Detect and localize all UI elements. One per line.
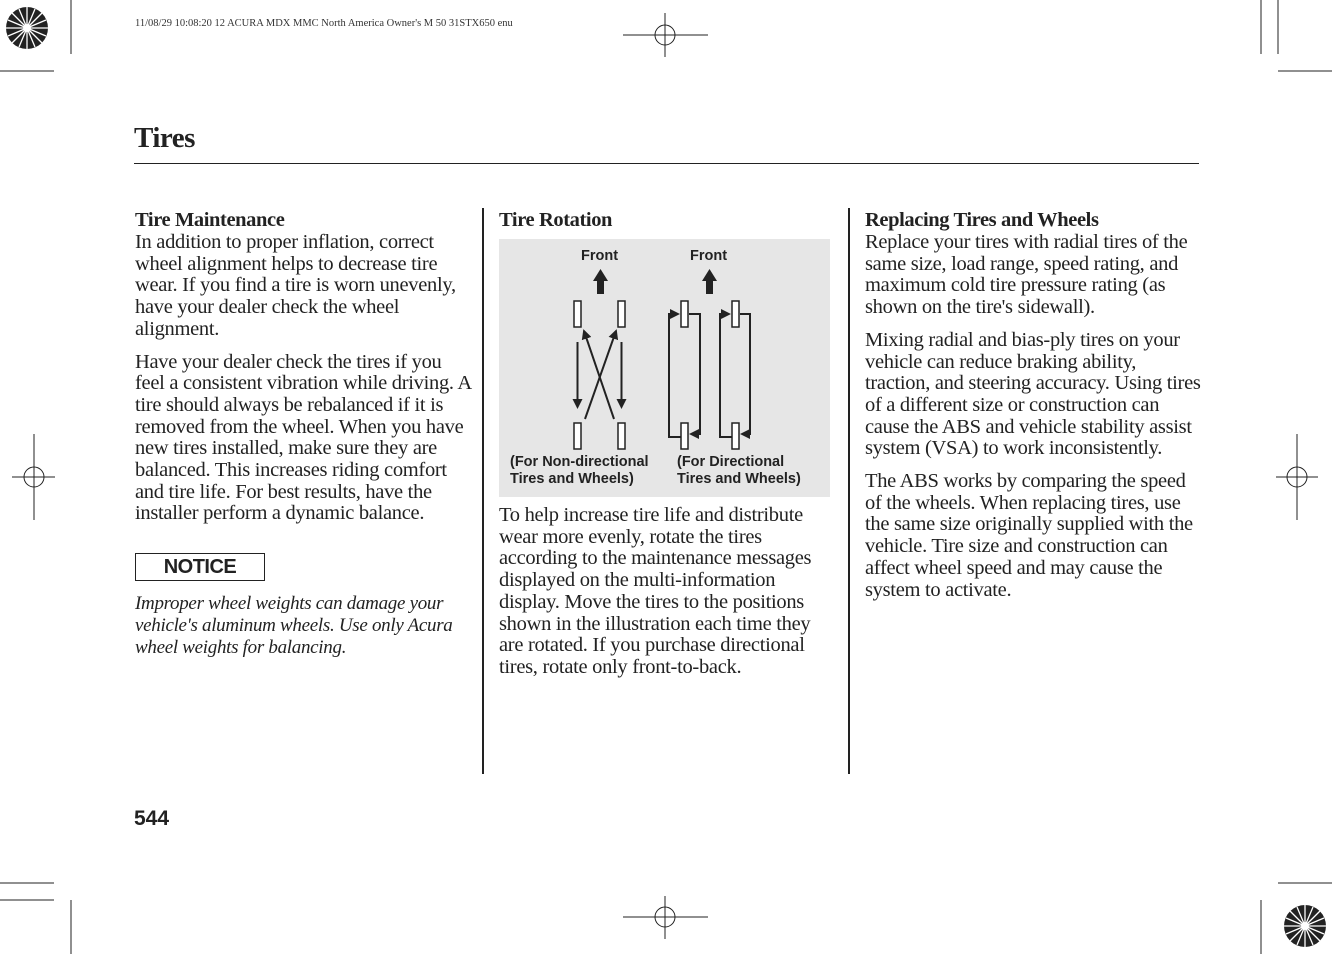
starburst-mark-top-left — [6, 7, 48, 49]
registration-mark-left — [12, 434, 55, 520]
notice-text: Improper wheel weights can damage your vehicle's aluminum wheels. Use only Acura wheel weights for balancing. — [135, 593, 453, 658]
directional-caption-line2: Tires and Wheels) — [677, 471, 801, 487]
column-divider-1 — [482, 208, 484, 774]
front-arrow-icon-left — [593, 269, 608, 294]
directional-caption-line1: (For Directional — [677, 454, 785, 470]
replacing-tires-heading: Replacing Tires and Wheels — [865, 209, 1099, 231]
replacing-paragraph-3: The ABS works by comparing the speed of the wheels. When replacing tires, use the same size originally supplied with the vehicle. Tire size and construction can affect wheel speed and may cause the system to activate. — [865, 470, 1193, 601]
non-directional-caption-line1: (For Non-directional — [510, 454, 649, 470]
non-directional-arrows — [578, 331, 622, 419]
page-number: 544 — [134, 807, 170, 830]
directional-arrows — [669, 314, 750, 437]
registration-mark-top — [623, 13, 708, 57]
front-arrow-icon-right — [702, 269, 717, 294]
maintenance-paragraph-2: Have your dealer check the tires if you feel a consistent vibration while driving. A tire should always be rebalanced if it is removed from the wheel. When you have new tires installed, make sure they are balanced. This increases riding comfort and tire life. For best results, have the installer perform a dynamic balance. — [135, 350, 471, 525]
replacing-tires-section — [865, 209, 1205, 612]
column-divider-2 — [848, 208, 850, 774]
front-label-2: Front — [690, 248, 728, 264]
notice-badge: NOTICE — [135, 553, 265, 581]
title-rule — [134, 163, 1199, 164]
maintenance-paragraph-1: In addition to proper inflation, correct wheel alignment helps to decrease tire wear. If you find a tire is worn unevenly, have your dealer check the wheel alignment. — [135, 231, 456, 340]
registration-mark-right — [1276, 434, 1318, 520]
non-directional-caption-line2: Tires and Wheels) — [510, 471, 634, 487]
tire-maintenance-heading: Tire Maintenance — [135, 209, 285, 231]
tire-rotation-section — [499, 209, 834, 690]
tire-maintenance-section — [135, 209, 475, 669]
page-title: Tires — [134, 122, 195, 154]
starburst-mark-bottom-right — [1284, 905, 1326, 947]
directional-tires — [681, 301, 739, 449]
replacing-paragraph-1: Replace your tires with radial tires of the same size, load range, speed rating, and maximum cold tire pressure rating (as shown on the tire's sidewall). — [865, 231, 1188, 319]
replacing-paragraph-2: Mixing radial and bias-ply tires on your vehicle can reduce braking ability, traction, and steering accuracy. Using tires of a different size or construction can cause the ABS and vehicle stability assist system (VSA) to work inconsistently. — [865, 328, 1201, 460]
tire-rotation-diagram — [499, 239, 830, 497]
print-header: 11/08/29 10:08:20 12 ACURA MDX MMC North America Owner's M 50 31STX650 enu — [135, 18, 513, 29]
rotation-paragraph: To help increase tire life and distribute wear more evenly, rotate the tires according to the maintenance messages displayed on the multi-information display. Move the tires to the positions shown in the illustration each time they are rotated. If you purchase directional tires, rotate only front-to-back. — [499, 504, 812, 678]
registration-mark-bottom — [623, 896, 708, 939]
front-label-1: Front — [581, 248, 619, 264]
tire-rotation-heading: Tire Rotation — [499, 209, 613, 231]
